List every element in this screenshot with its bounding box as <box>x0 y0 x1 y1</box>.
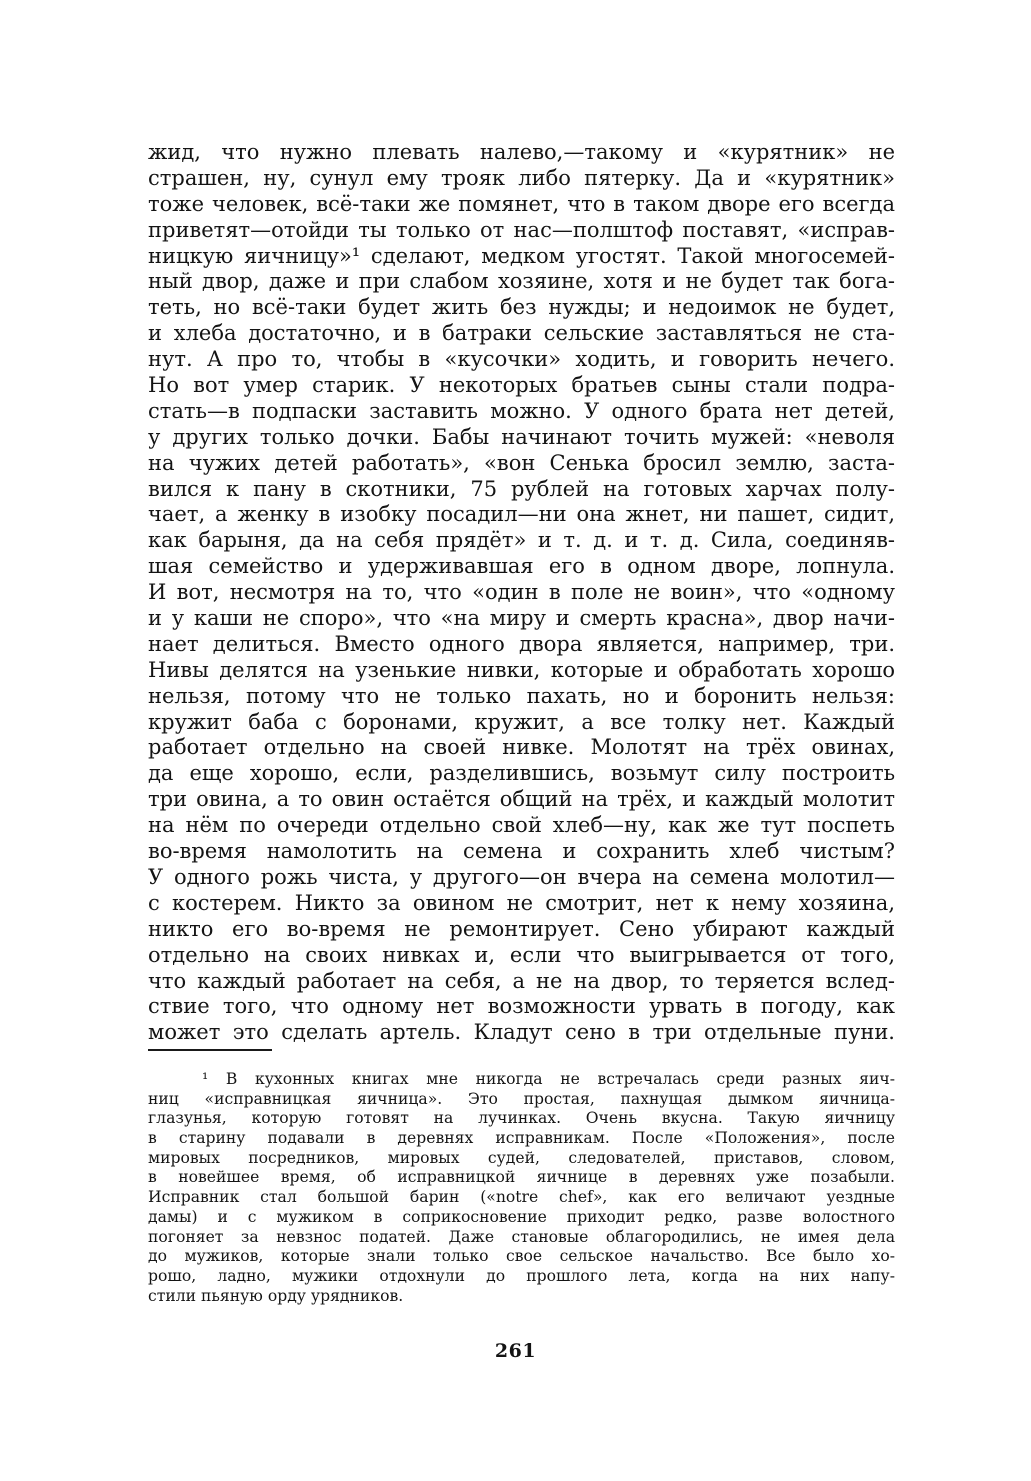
text-line: стать—в подпаски заставить можно. У одного брата нет детей, <box>148 398 895 423</box>
text-line: тоже человек, всё-таки же помянет, что в таком дворе его всегда <box>148 191 895 216</box>
text-line: страшен, ну, сунул ему трояк либо пятерку. Да и «курятник» <box>148 165 895 190</box>
text-line: шая семейство и удерживавшая его в одном дворе, лопнула. <box>148 554 895 579</box>
text-line: и хлеба достаточно, и в батраки сельские заставляться не ста- <box>148 321 895 346</box>
footnote-line: до мужиков, которые знали только свое сельское начальство. Все было хо- <box>148 1247 895 1266</box>
footnote-line: глазунья, которую готовят на лучинках. Очень вкусна. Такую яичницу <box>148 1109 895 1128</box>
text-line: ницкую яичницу»¹ сделают, медком угостят. Такой многосемей- <box>148 243 895 268</box>
text-line: у других только дочки. Бабы начинают точить мужей: «неволя <box>148 424 895 449</box>
text-line: чает, а женку в изобку посадил—ни она жнет, ни пашет, сидит, <box>148 502 895 527</box>
footnote-line: стили пьяную орду урядников. <box>148 1286 404 1305</box>
text-line: отдельно на своих нивках и, если что выигрывается от того, <box>148 942 895 967</box>
footnote-line: Исправник стал большой барин («notre chef», как его величают уездные <box>148 1188 895 1207</box>
footnote-line: ниц «исправницкая яичница». Это простая, пахнущая дымком яичница- <box>148 1089 895 1108</box>
text-line: нельзя, потому что не только пахать, но и боронить нельзя: <box>148 683 895 708</box>
text-line: Нивы делятся на узенькие нивки, которые и обработать хорошо <box>148 657 895 682</box>
text-line: теть, но всё-таки будет жить без нужды; и недоимок не будет, <box>148 295 895 320</box>
text-line: жид, что нужно плевать налево,—такому и «курятник» не <box>148 140 895 164</box>
text-line: кружит баба с боронами, кружит, а все толку нет. Каждый <box>148 709 895 734</box>
text-line: ствие того, что одному нет возможности урвать в погоду, как <box>148 994 895 1019</box>
text-line: как барыня, да на себя прядёт» и т. д. и т. д. Сила, соединяв- <box>148 528 895 553</box>
text-line: нут. А про то, чтобы в «кусочки» ходить, и говорить нечего. <box>148 347 895 372</box>
text-line: что каждый работает на себя, а не на двор, то теряется вслед- <box>148 968 895 993</box>
text-line: никто его во-время не ремонтирует. Сено убирают каждый <box>148 916 895 941</box>
text-line: во-время намолотить на семена и сохранить хлеб чистым? <box>148 839 895 864</box>
footnote-line: в новейшее время, об исправницкой яичнице в деревнях уже позабыли. <box>148 1168 895 1187</box>
text-line: нает делиться. Вместо одного двора является, например, три. <box>148 631 895 656</box>
footnote-line: рошо, ладно, мужики отдохнули до прошлого лета, когда на них напу- <box>148 1266 895 1285</box>
footnote <box>148 1070 895 1306</box>
footnote-line: в старину подавали в деревнях исправникам. После «Положения», после <box>148 1129 895 1148</box>
text-line: и у каши не споро», что «на миру и смерть красна», двор начи- <box>148 606 895 631</box>
main-text <box>148 140 895 1046</box>
text-line: приветят—отойди ты только от нас—полштоф поставят, «исправ- <box>148 217 895 242</box>
text-line: Но вот умер старик. У некоторых братьев сыны стали подра- <box>148 373 895 398</box>
text-line: вился к пану в скотники, 75 рублей на готовых харчах полу- <box>148 476 895 501</box>
text-line: может это сделать артель. Кладут сено в три отдельные пуни. <box>148 1020 895 1045</box>
text-line: У одного рожь чиста, у другого—он вчера на семена молотил— <box>148 864 895 889</box>
text-line: работает отдельно на своей нивке. Молотят на трёх овинах, <box>148 735 895 760</box>
text-line: на нём по очереди отдельно свой хлеб—ну, как же тут поспеть <box>148 813 895 838</box>
text-line: И вот, несмотря на то, что «один в поле не воин», что «одному <box>148 580 895 605</box>
footnote-line: мировых посредников, мировых судей, следователей, приставов, словом, <box>148 1148 895 1167</box>
text-line: на чужих детей работать», «вон Сенька бросил землю, заста- <box>148 450 895 475</box>
footnote-line: ¹ В кухонных книгах мне никогда не встречалась среди разных яич- <box>202 1070 895 1088</box>
footnote-rule <box>148 1049 272 1051</box>
text-line: да еще хорошо, если, разделившись, возьмут силу построить <box>148 761 895 786</box>
footnote-line: погоняет за невзнос податей. Даже становые облагородились, не имея дела <box>148 1227 895 1246</box>
text-line: с костерем. Никто за овином не смотрит, нет к нему хозяина, <box>148 890 895 915</box>
page-number: 261 <box>494 1340 537 1362</box>
text-line: ный двор, даже и при слабом хозяине, хотя и не будет так бога- <box>148 269 895 294</box>
footnote-line: дамы) и с мужиком в соприкосновение приходит редко, разве волостного <box>148 1207 895 1226</box>
text-line: три овина, а то овин остаётся общий на трёх, и каждый молотит <box>148 787 895 812</box>
